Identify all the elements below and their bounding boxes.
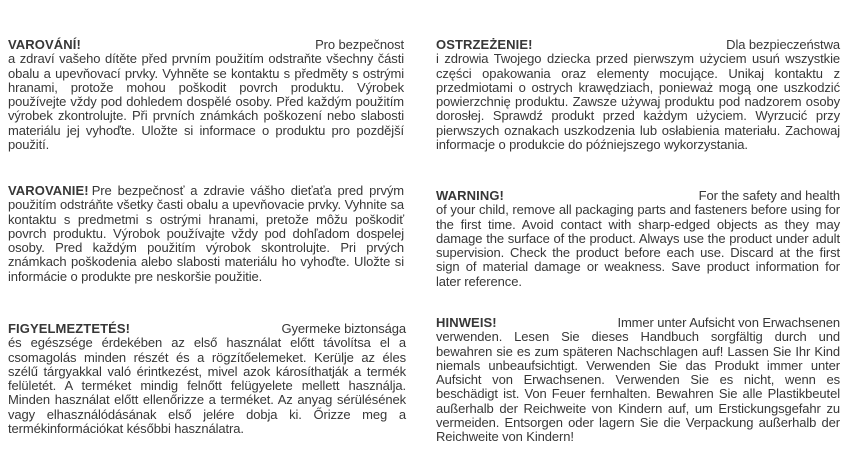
section-body-polish: i zdrowia Twojego dziecka przed pierwszym użyciem usuń wszystkie części opakowania oraz elementy mocujące. Unikaj kontaktu z przedmiotami o ostrych krawędziach, ponieważ mogą one uszkodzić powierzchnię produktu. Zawsze używaj produktu pod nadzorem osoby dorosłej. Sprawdź produkt przed każdym użyciem. Wyrzucić przy pierwszych oznakach uszkodzenia lub osłabienia materiału. Zachowaj informacje o produkcie do późniejszego wykorzystania. [436,51,840,153]
warning-section-english [436,189,840,289]
section-heading-german: HINWEIS! [436,315,497,330]
warning-section-polish [436,38,840,152]
section-heading-line [436,316,840,330]
section-lead-hungarian: Gyermeke biztonsága [281,321,406,336]
warning-section-german [436,316,840,445]
warning-section-czech [8,38,404,152]
section-body-hungarian: és egészsége érdekében az első használat előtt távolítsa el a csomagolás minden részét és a rögzítőelemeket. Kerülje az éles szélű tárgyakkal való érintkezést, mivel azok károsíthatják a termék felületét. A terméket mindig felnőtt felügyelete mellett használja. Minden használat előtt ellenőrizze a terméket. Az anyag sérülésének vagy elhasználódásának első jelére dobja ki. Őrizze meg a termékinformációkat későbbi használatra. [8,335,406,437]
section-heading-polish: OSTRZEŻENIE! [436,37,533,52]
section-body-english: of your child, remove all packaging parts and fasteners before using for the first time. Avoid contact with sharp-edged objects as they may damage the surface of the product. Always use the product under adult supervision. Check the product before each use. Discard at the first sign of material damage or weakness. Save product information for later reference. [436,202,840,289]
section-lead-english: For the safety and health [698,188,840,203]
section-body-czech: a zdraví vašeho dítěte před prvním použitím odstraňte všechny části obalu a upevňovací prvky. Vyhněte se kontaktu s předměty s ostrými hranami, protože mohou poškodit povrch produktu. Výrobek používejte vždy pod dohledem dospělé osoby. Před každým použitím výrobek zkontrolujte. Při prvních známkách poškození nebo slabosti materiálu jej vyhoďte. Uložte si informace o produktu pro pozdější použití. [8,51,404,153]
section-heading-slovak: VAROVANIE! [8,183,89,198]
section-heading-line [8,38,404,52]
section-lead-polish: Dla bezpieczeństwa [726,37,840,52]
section-body-slovak [8,184,404,284]
section-body-text-slovak: Pre bezpečnosť a zdravie vášho dieťaťa pred prvým použitím odstráňte všetky časti obalu a upevňovacie prvky. Vyhnite sa kontaktu s predmetmi s ostrými hranami, pretože môžu poškodiť povrch produktu. Výrobok používajte vždy pod dohľadom dospelej osoby. Pred každým použitím výrobok skontrolujte. Pri prvých známkach poškodenia alebo slabosti materiálu ho vyhoďte. Uložte si informácie o produkte pre neskoršie použitie. [8,183,404,284]
warning-section-slovak [8,184,404,284]
section-heading-line [436,38,840,52]
section-body-german: verwenden. Lesen Sie dieses Handbuch sorgfältig durch und bewahren sie es zum späteren Nachschlagen auf! Lassen Sie Ihr Kind niemals unbeaufsichtigt. Verwenden Sie das Produkt immer unter Aufsicht von Erwachsenen. Verwenden Sie es nicht, wenn es beschädigt ist. Von Feuer fernhalten. Bewahren Sie alle Plastikbeutel außerhalb der Reichweite von Kindern auf, um Erstickungsgefahr zu vermeiden. Entsorgen oder lagern Sie die Verpackung außerhalb der Reichweite von Kindern! [436,329,840,445]
section-heading-line [8,322,406,336]
section-heading-czech: VAROVÁNÍ! [8,37,81,52]
warning-section-hungarian [8,322,406,436]
section-heading-hungarian: FIGYELMEZTETÉS! [8,321,131,336]
section-lead-german: Immer unter Aufsicht von Erwachsenen [617,315,840,330]
section-heading-english: WARNING! [436,188,504,203]
section-heading-line [436,189,840,203]
section-lead-czech: Pro bezpečnost [315,37,404,52]
